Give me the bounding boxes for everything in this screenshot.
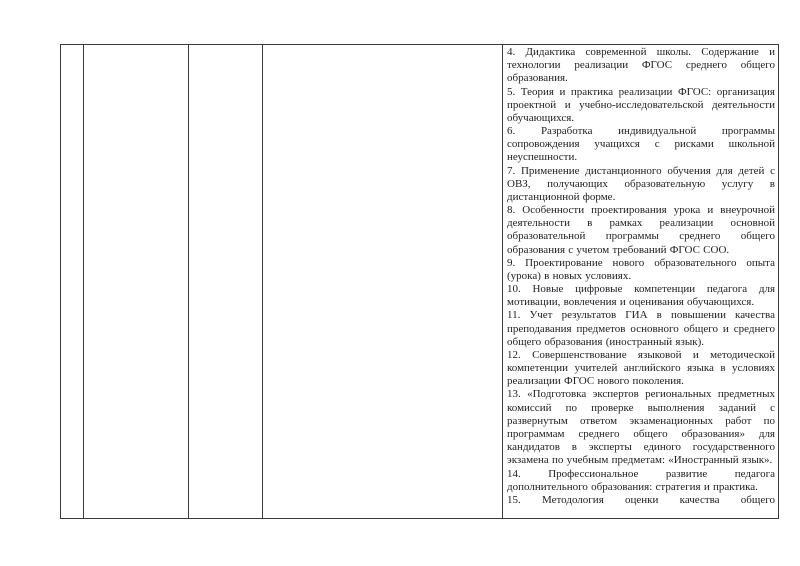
topic-item: 4. Дидактика современной школы. Содержание и технологии реализации ФГОС среднего общего образования.	[507, 46, 775, 85]
topic-item: 7. Применение дистанционного обучения для детей с ОВЗ, получающих образовательную услугу в дистанционной форме.	[507, 164, 775, 203]
topic-item: 15. Методология оценки качества общего	[507, 493, 775, 506]
topic-item: 13. «Подготовка экспертов региональных предметных комиссий по проверке выполнения заданий с развернутым ответом экзаменационных работ по программам среднего общего образования» для кандидатов в эксперты единого государственного экзамена по учебным предметам: «Иностранный язык».	[507, 388, 775, 467]
cell-empty-3	[189, 45, 263, 519]
curriculum-table	[60, 44, 779, 519]
topic-item: 8. Особенности проектирования урока и внеурочной деятельности в рамках реализации основной образовательной программы среднего общего образования с учетом требований ФГОС СОО.	[507, 204, 775, 256]
topic-item: 14. Профессиональное развитие педагога дополнительного образования: стратегия и практика.	[507, 467, 775, 493]
topics-list	[503, 45, 778, 516]
cell-empty-1	[61, 45, 84, 519]
topic-item: 5. Теория и практика реализации ФГОС: организация проектной и учебно-исследовательской деятельности обучающихся.	[507, 85, 775, 124]
topic-item: 12. Совершенствование языковой и методической компетенции учителей английского языка в условиях реализации ФГОС нового поколения.	[507, 348, 775, 388]
cell-topics	[503, 45, 779, 519]
topic-item: 10. Новые цифровые компетенции педагога для мотивации, вовлечения и оценивания обучающихся.	[507, 283, 775, 309]
topic-item: 11. Учет результатов ГИА в повышении качества преподавания предметов основного общего и среднего общего образования (иностранный язык).	[507, 309, 775, 348]
topic-item: 9. Проектирование нового образовательного опыта (урока) в новых условиях.	[507, 256, 775, 282]
table-row	[61, 45, 779, 519]
cell-empty-2	[84, 45, 189, 519]
cell-empty-4	[263, 45, 503, 519]
topic-item: 6. Разработка индивидуальной программы сопровождения учащихся с рисками школьной неуспешности.	[507, 125, 775, 164]
